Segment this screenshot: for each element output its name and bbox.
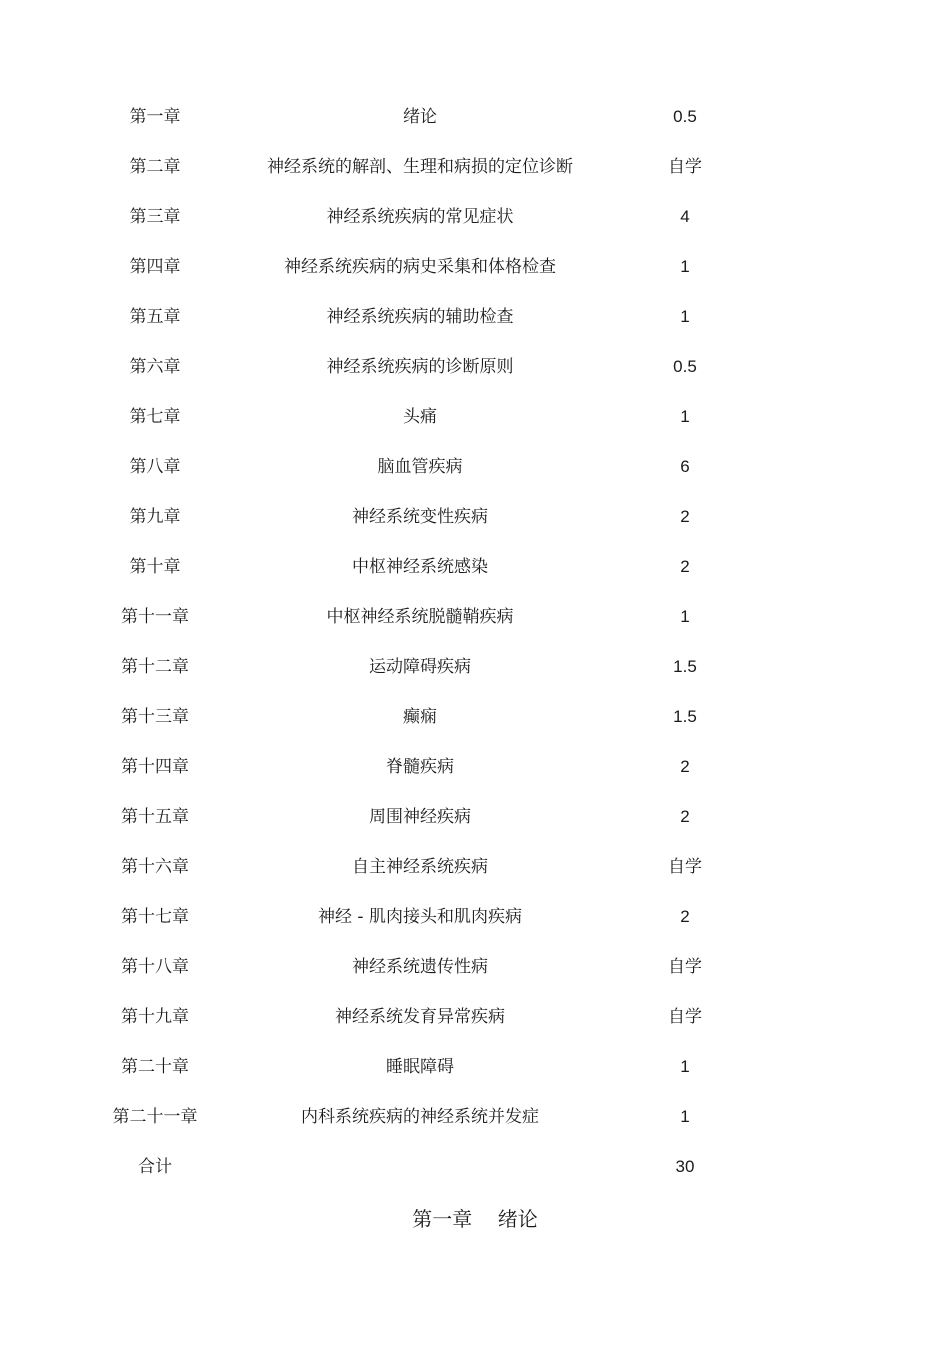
table-row <box>0 192 950 242</box>
chapter-cell: 第十五章 <box>121 807 189 827</box>
title-cell: 神经系统变性疾病 <box>352 507 488 527</box>
hours-cell: 1.5 <box>673 657 697 676</box>
chapter-cell: 第十四章 <box>121 757 189 777</box>
table-row <box>0 142 950 192</box>
chapter-cell: 第一章 <box>129 107 181 127</box>
hours-cell: 4 <box>680 207 690 226</box>
hours-table <box>0 92 950 1192</box>
title-cell: 神经系统发育异常疾病 <box>335 1007 505 1027</box>
title-cell: 脊髓疾病 <box>386 757 454 777</box>
chapter-cell: 第八章 <box>129 457 181 477</box>
hours-cell: 30 <box>675 1157 695 1176</box>
hours-cell: 2 <box>680 557 690 576</box>
table-row <box>0 592 950 642</box>
title-cell: 自主神经系统疾病 <box>352 857 488 877</box>
table-row <box>0 442 950 492</box>
hours-cell: 1 <box>680 1057 690 1076</box>
chapter-cell: 第十章 <box>129 557 181 577</box>
table-row <box>0 992 950 1042</box>
chapter-cell: 第十一章 <box>121 607 189 627</box>
hours-cell: 自学 <box>668 857 702 876</box>
chapter-cell: 第十二章 <box>121 657 189 677</box>
title-cell <box>230 1142 610 1192</box>
hours-cell: 2 <box>680 807 690 826</box>
chapter-cell: 第十九章 <box>121 1007 189 1027</box>
title-cell: 运动障碍疾病 <box>369 657 471 677</box>
table-row <box>0 542 950 592</box>
table-row <box>0 742 950 792</box>
table-row <box>0 842 950 892</box>
title-cell: 神经系统疾病的辅助检查 <box>326 307 514 327</box>
hours-cell: 0.5 <box>673 107 697 126</box>
hours-cell: 自学 <box>668 1007 702 1026</box>
title-cell: 脑血管疾病 <box>377 457 463 477</box>
table-row <box>0 92 950 142</box>
table-row <box>0 392 950 442</box>
title-cell: 神经系统遗传性病 <box>352 957 488 977</box>
title-cell: 绪论 <box>403 107 437 127</box>
chapter-cell: 第二十一章 <box>112 1107 198 1127</box>
hours-cell: 1 <box>680 1107 690 1126</box>
table-row <box>0 942 950 992</box>
hours-cell: 6 <box>680 457 690 476</box>
chapter-cell: 第九章 <box>129 507 181 527</box>
title-cell: 神经系统疾病的病史采集和体格检查 <box>284 257 556 277</box>
table-row <box>0 1042 950 1092</box>
title-cell: 睡眠障碍 <box>386 1057 454 1077</box>
table-row <box>0 642 950 692</box>
hours-cell: 2 <box>680 907 690 926</box>
table-row <box>0 692 950 742</box>
title-cell: 神经系统疾病的常见症状 <box>326 207 514 227</box>
title-cell: 神经 - 肌肉接头和肌肉疾病 <box>318 907 522 927</box>
hours-cell: 自学 <box>668 957 702 976</box>
chapter-cell: 第七章 <box>129 407 181 427</box>
table-row <box>0 892 950 942</box>
title-cell: 周围神经疾病 <box>369 807 471 827</box>
hours-cell: 1 <box>680 407 690 426</box>
chapter-cell: 合计 <box>138 1157 172 1177</box>
hours-cell: 2 <box>680 757 690 776</box>
chapter-cell: 第二章 <box>129 157 181 177</box>
hours-cell: 1 <box>680 607 690 626</box>
table-row <box>0 242 950 292</box>
table-row <box>0 292 950 342</box>
chapter-cell: 第十六章 <box>121 857 189 877</box>
chapter-cell: 第十八章 <box>121 957 189 977</box>
chapter-cell: 第十三章 <box>121 707 189 727</box>
hours-cell: 自学 <box>668 157 702 176</box>
title-cell: 中枢神经系统脱髓鞘疾病 <box>326 607 514 627</box>
title-cell: 中枢神经系统感染 <box>352 557 488 577</box>
title-cell: 神经系统疾病的诊断原则 <box>326 357 514 377</box>
title-cell: 癫痫 <box>403 707 437 727</box>
hours-cell: 0.5 <box>673 357 697 376</box>
hours-cell: 2 <box>680 507 690 526</box>
table-row <box>0 1092 950 1142</box>
section-heading: 第一章 绪论 <box>412 1207 538 1231</box>
chapter-cell: 第五章 <box>129 307 181 327</box>
chapter-cell: 第四章 <box>129 257 181 277</box>
table-row <box>0 492 950 542</box>
title-cell: 头痛 <box>403 407 437 427</box>
chapter-cell: 第二十章 <box>121 1057 189 1077</box>
hours-cell: 1 <box>680 257 690 276</box>
chapter-cell: 第六章 <box>129 357 181 377</box>
table-row <box>0 342 950 392</box>
title-cell: 神经系统的解剖、生理和病损的定位诊断 <box>267 157 573 177</box>
table-row <box>0 792 950 842</box>
hours-cell: 1 <box>680 307 690 326</box>
table-row <box>0 1142 950 1192</box>
hours-cell: 1.5 <box>673 707 697 726</box>
chapter-cell: 第三章 <box>129 207 181 227</box>
chapter-cell: 第十七章 <box>121 907 189 927</box>
title-cell: 内科系统疾病的神经系统并发症 <box>301 1107 539 1127</box>
